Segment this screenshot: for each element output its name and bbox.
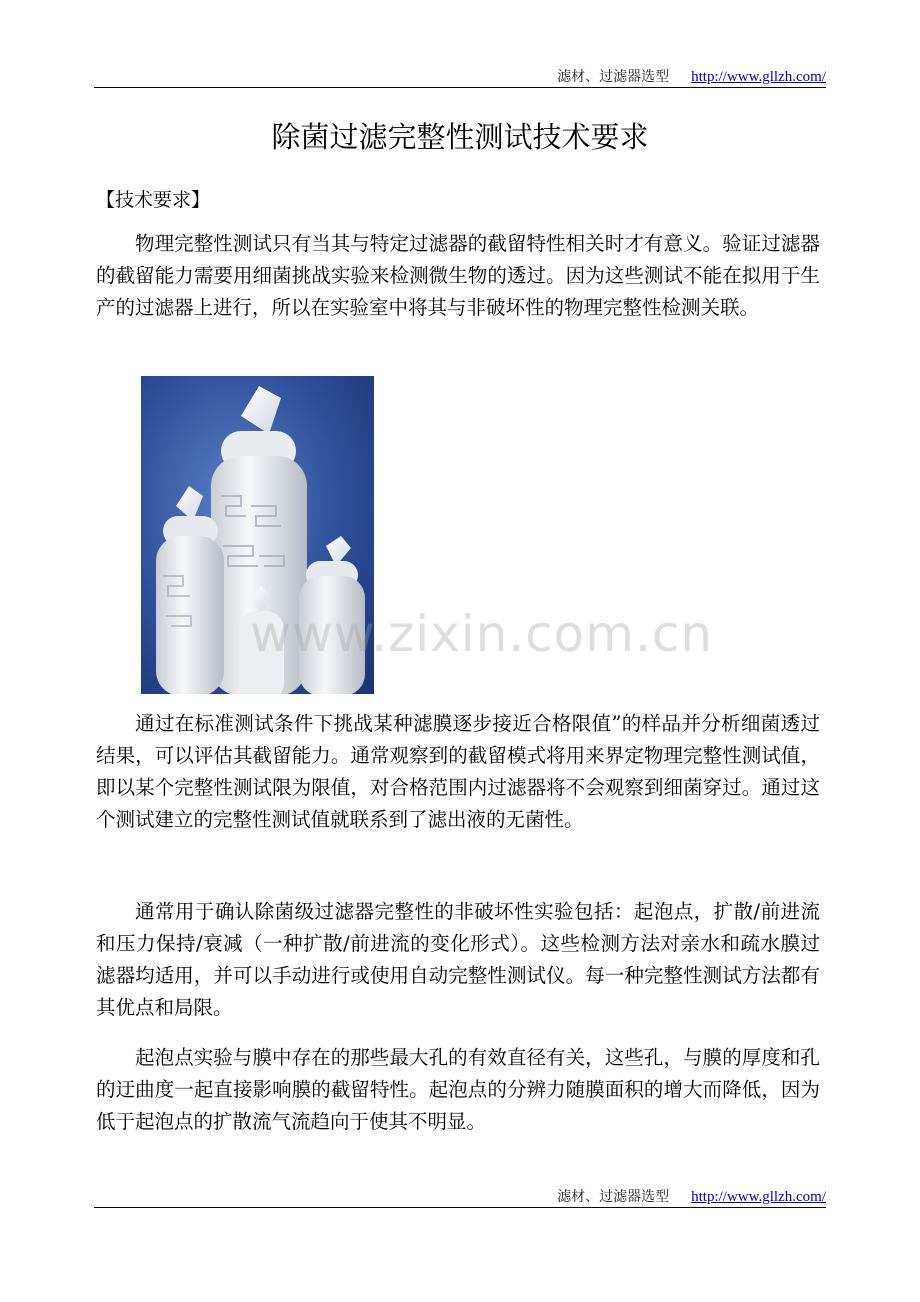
watermark: www.zixin.com.cn [250,605,714,663]
page-header [94,68,826,88]
section-heading: 【技术要求】 [96,189,211,211]
header-site-name: 滤材、过滤器选型 [557,69,670,85]
footer-url-link[interactable]: http://www.gllzh.com/ [691,1189,826,1205]
paragraph-3: 通常用于确认除菌级过滤器完整性的非破坏性实验包括：起泡点，扩散/前进流和压力保持/衰减（一种扩散/前进流的变化形式）。这些检测方法对亲水和疏水膜过滤器均适用，并可以手动进行或使用自动完整性测试仪。每一种完整性测试方法都有其优点和局限。 [96,900,820,1019]
paragraph-1: 物理完整性测试只有当其与特定过滤器的截留特性相关时才有意义。验证过滤器的截留能力需要用细菌挑战实验来检测微生物的透过。因为这些测试不能在拟用于生产的过滤器上进行，所以在实验室中将其与非破坏性的物理完整性检测关联。 [96,232,820,319]
page-footer [94,1188,826,1208]
page-title: 除菌过滤完整性测试技术要求 [271,120,649,154]
paragraph-4: 起泡点实验与膜中存在的那些最大孔的有效直径有关，这些孔，与膜的厚度和孔的迂曲度一起直接影响膜的截留特性。起泡点的分辨力随膜面积的增大而降低，因为低于起泡点的扩散流气流趋向于使其不明显。 [96,1046,820,1133]
header-url-link[interactable]: http://www.gllzh.com/ [691,69,826,85]
paragraph-2: 通过在标准测试条件下挑战某种滤膜逐步接近合格限值”的样品并分析细菌透过结果，可以评估其截留能力。通常观察到的截留模式将用来界定物理完整性测试值，即以某个完整性测试限为限值，对合格范围内过滤器将不会观察到细菌穿过。通过这个测试建立的完整性测试值就联系到了滤出液的无菌性。 [96,712,820,831]
footer-site-name: 滤材、过滤器选型 [557,1189,670,1205]
